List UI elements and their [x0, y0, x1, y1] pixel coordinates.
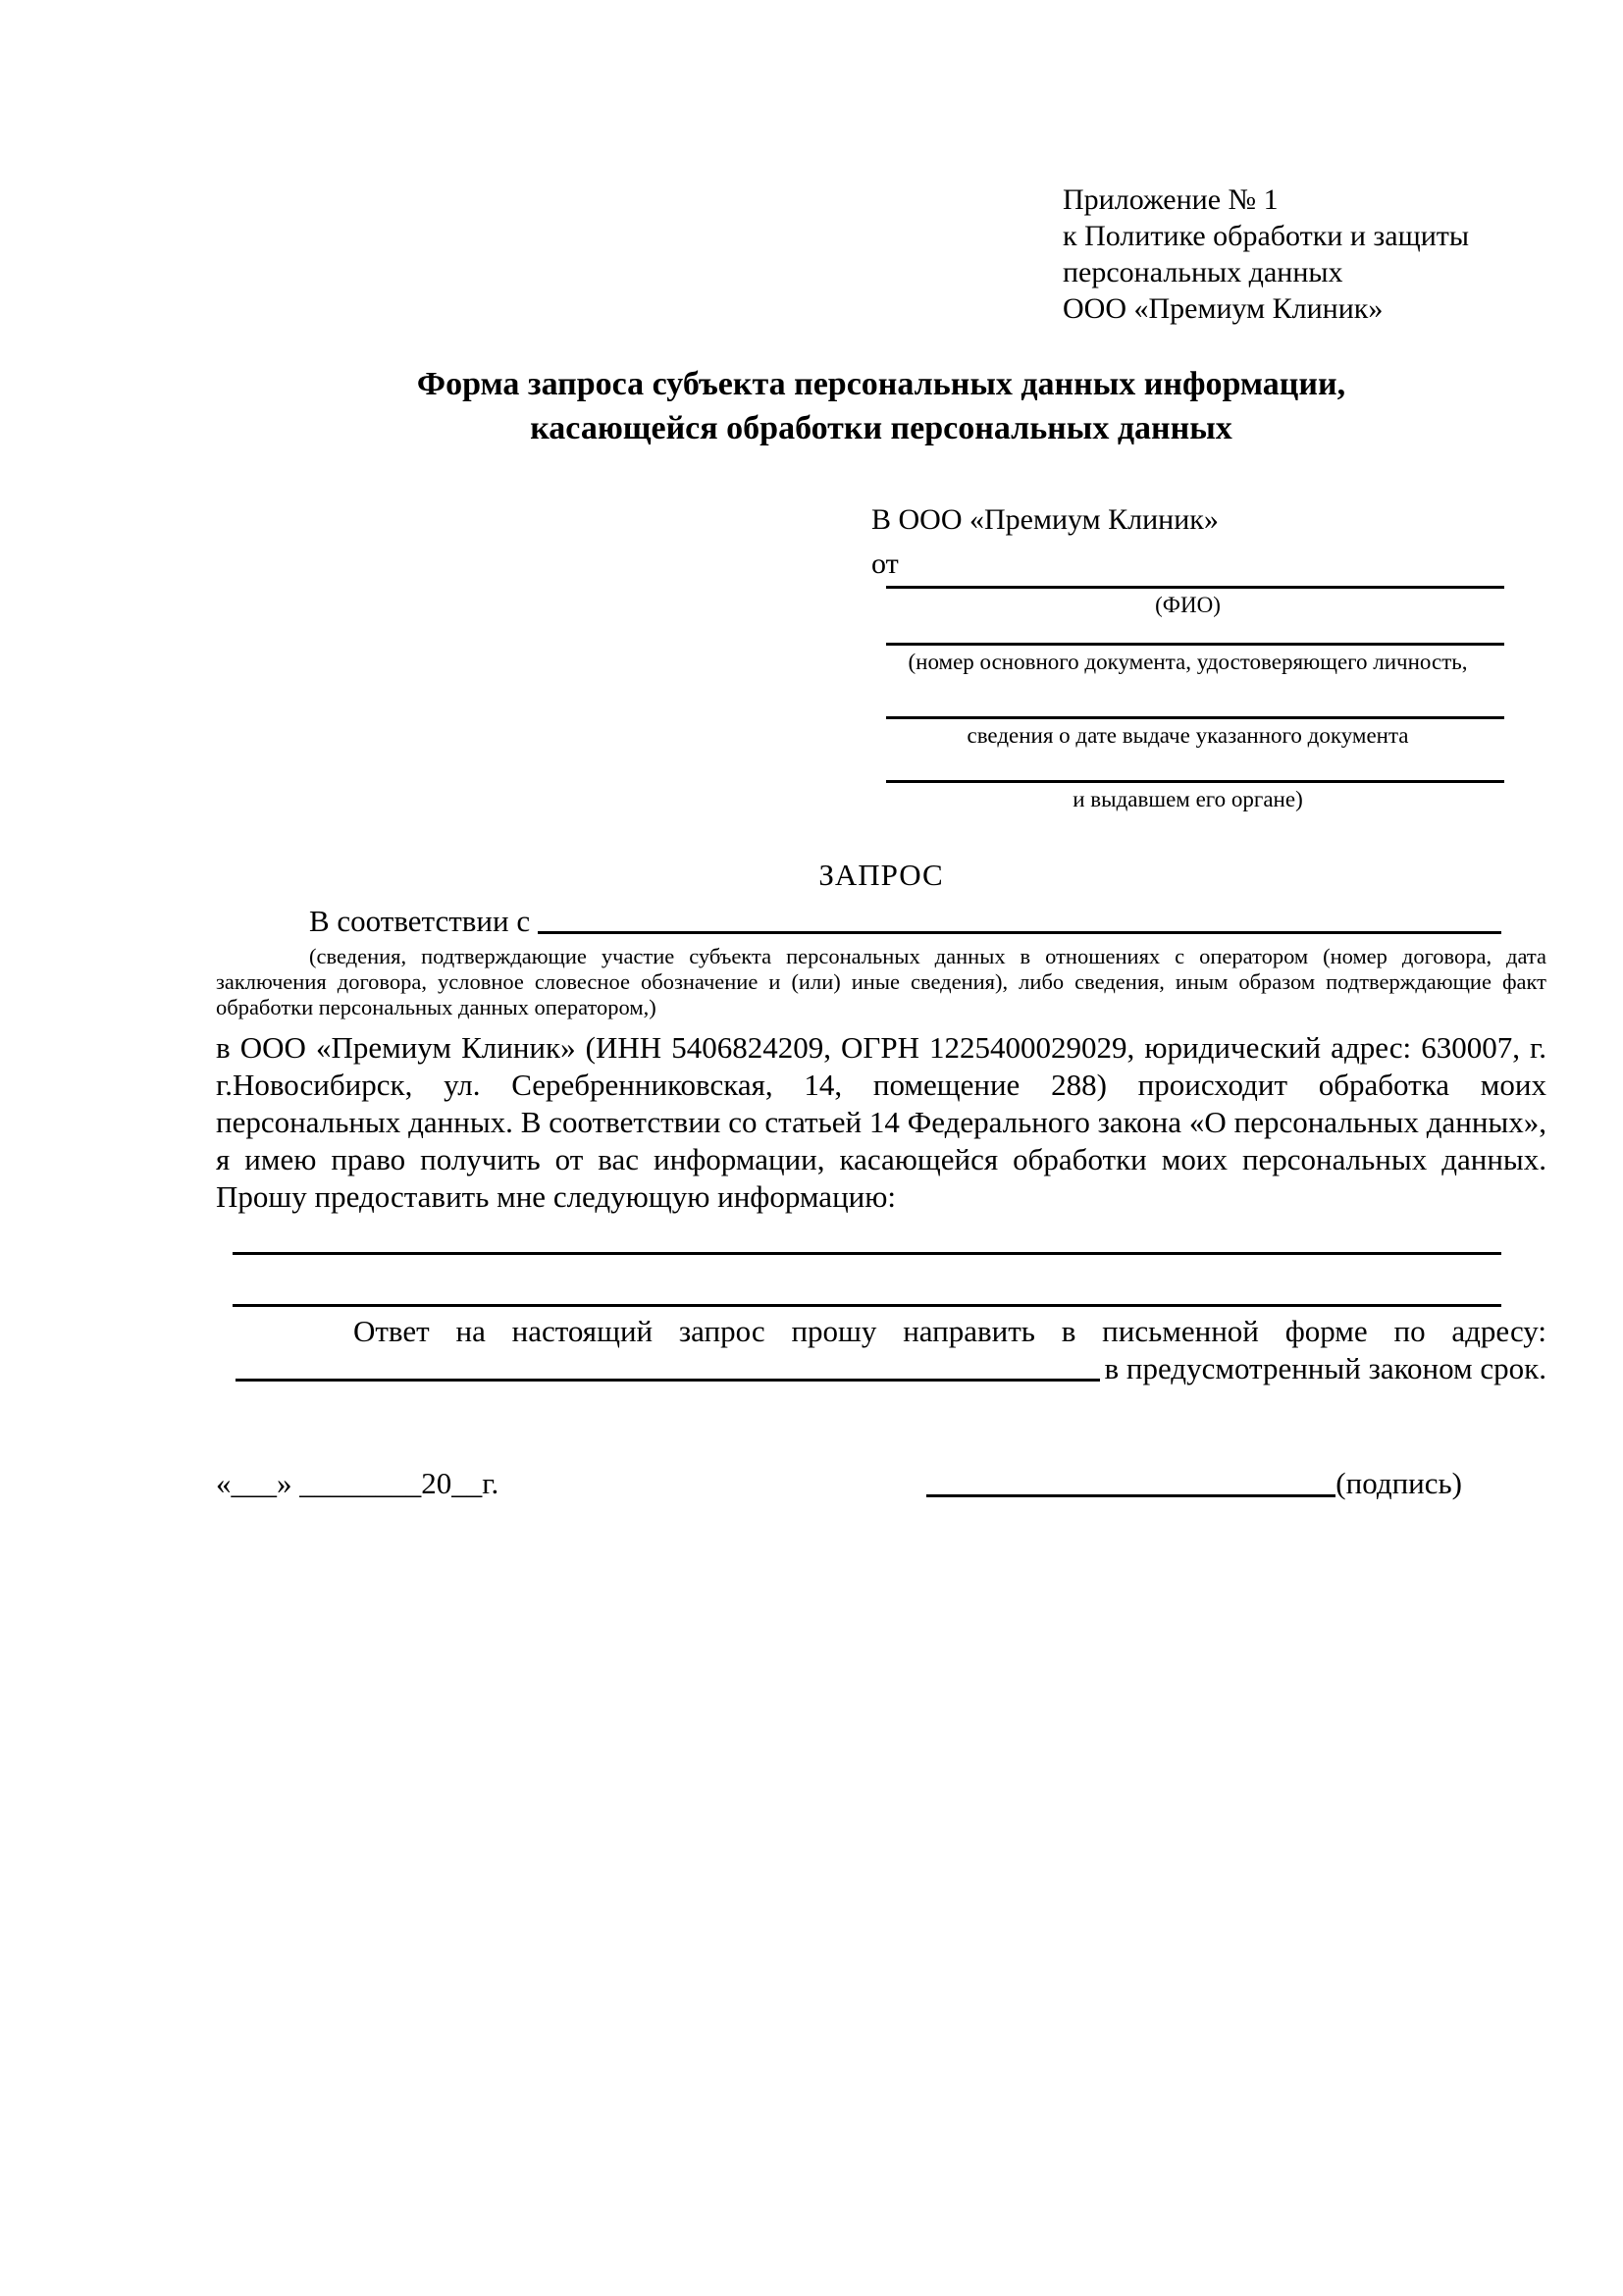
- address-blank-line: [236, 1379, 1100, 1382]
- document-number-blank-line: [886, 619, 1504, 646]
- addressee-to: В ООО «Премиум Клиник»: [871, 503, 1219, 536]
- annex-line: ООО «Премиум Клиник»: [1063, 292, 1384, 325]
- signature-group: [926, 1464, 1462, 1502]
- information-blank-line: [233, 1216, 1501, 1255]
- issue-date-field: [871, 676, 1504, 750]
- issue-date-caption: сведения о дате выдаче указанного документа: [967, 723, 1409, 748]
- annex-line: Приложение № 1: [1063, 183, 1279, 216]
- issuing-authority-field: [871, 750, 1504, 813]
- issuing-authority-blank-line: [886, 750, 1504, 783]
- addressee-block: [871, 497, 1504, 813]
- information-blank-line: [233, 1255, 1501, 1307]
- document-title: [216, 362, 1546, 450]
- reply-tail-text: в предусмотренный законом срок.: [1104, 1351, 1546, 1385]
- accordance-blank-line: [538, 931, 1501, 934]
- annex-header: [1063, 182, 1546, 327]
- addressee-from-label: от: [871, 548, 899, 580]
- accordance-label: В соответствии с: [309, 904, 531, 938]
- annex-line: персональных данных: [1063, 256, 1343, 288]
- request-body-paragraph: в ООО «Премиум Клиник» (ИНН 5406824209, ОГРН 1225400029029, юридический адрес: 630007, г. г.Новосибирск, ул. Серебренниковская, 14, помещение 288) происходит обработка моих персональных данных. В соответствии со статьей 14 Федерального закона «О персональных данных», я имею право получить от вас информации, касающейся обработки моих персональных данных. Прошу предоставить мне следующую информацию:: [216, 1030, 1546, 1214]
- date-blank: «___» ________20__г.: [216, 1466, 499, 1500]
- request-heading: ЗАПРОС: [818, 858, 944, 892]
- signature-blank-line: [926, 1464, 1335, 1497]
- accordance-fine-print: (сведения, подтверждающие участие субъекта персональных данных в отношениях с оператором (номер договора, дата заключения договора, условное словесное обозначение и (или) иные сведения), либо сведения, иным образом подтверждающие факт обработки персональных данных оператором,): [216, 944, 1546, 1019]
- date-signature-row: [216, 1464, 1546, 1502]
- issuing-authority-caption: и выдавшем его органе): [1073, 787, 1303, 811]
- reply-address-row: [216, 1350, 1546, 1387]
- document-title-line: касающейся обработки персональных данных: [530, 410, 1232, 446]
- fio-field: [871, 586, 1504, 619]
- document-number-caption: (номер основного документа, удостоверяющего личность,: [908, 650, 1468, 674]
- document-number-field: [871, 619, 1504, 676]
- issue-date-blank-line: [886, 676, 1504, 719]
- fio-caption: (ФИО): [1155, 593, 1221, 617]
- fio-blank-line: [886, 586, 1504, 589]
- accordance-row: [216, 902, 1546, 940]
- annex-line: к Политике обработки и защиты: [1063, 220, 1470, 252]
- document-title-line: Форма запроса субъекта персональных данных информации,: [416, 366, 1346, 402]
- signature-caption: (подпись): [1335, 1466, 1462, 1500]
- reply-sentence: Ответ на настоящий запрос прошу направить в письменной форме по адресу:: [353, 1314, 1546, 1348]
